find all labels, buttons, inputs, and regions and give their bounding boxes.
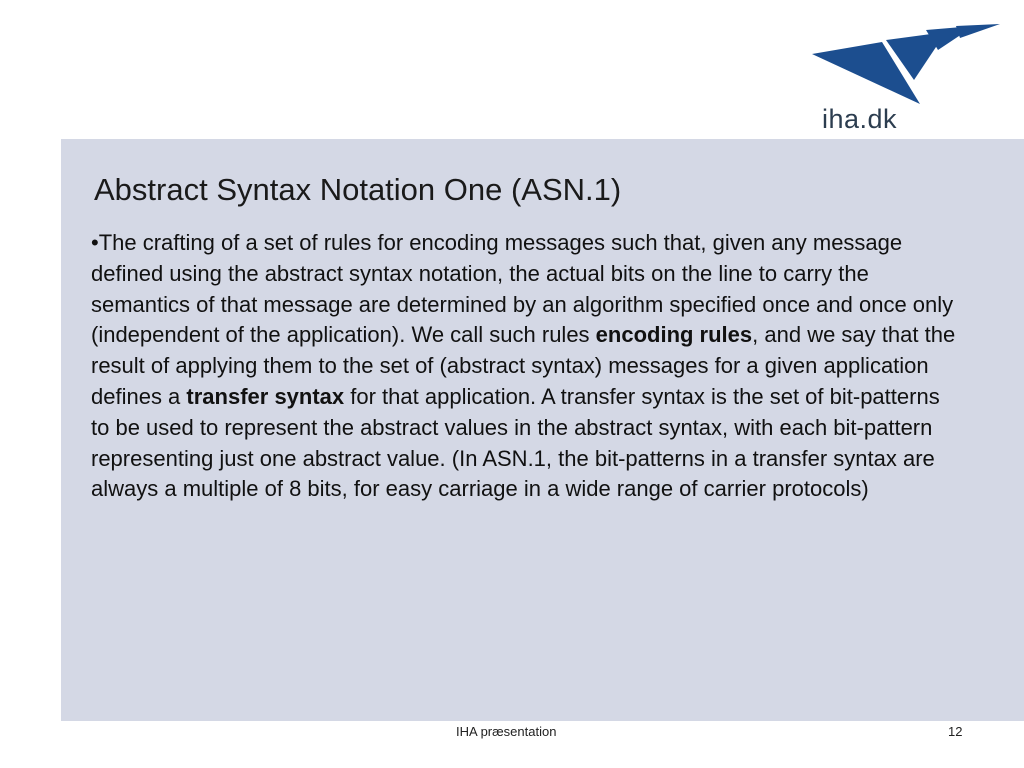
bold-term-encoding-rules: encoding rules (595, 322, 753, 348)
page-number: 12 (948, 724, 963, 739)
logo-text: iha.dk (822, 104, 898, 134)
body-text-part-2: , and we say that the result of applying them to the set of (abstract syntax) messages for a given application defines a (91, 322, 956, 409)
slide-title: Abstract Syntax Notation One (ASN.1) (94, 172, 622, 207)
slide-body-text (91, 228, 961, 505)
iha-logo (806, 18, 1006, 136)
footer-label: IHA præsentation (456, 724, 557, 739)
iha-wing-stripes-logo-icon (806, 18, 1006, 108)
body-text-part-1: •The crafting of a set of rules for encoding messages such that, given any message defined using the abstract syntax notation, the actual bits on the line to carry the semantics of that message are determined by an algorithm specified once and once only (independent of the application). We call such rules (91, 230, 954, 348)
bold-term-transfer-syntax: transfer syntax (186, 383, 345, 409)
body-text-part-3: for that application. A transfer syntax is the set of bit-patterns to be used to represent the abstract values in the abstract syntax, with each bit-pattern representing just one abstract value. (In ASN.1, the bit-patterns in a transfer syntax are always a multiple of 8 bits, for easy carriage in a wide range of carrier protocols) (91, 383, 940, 502)
